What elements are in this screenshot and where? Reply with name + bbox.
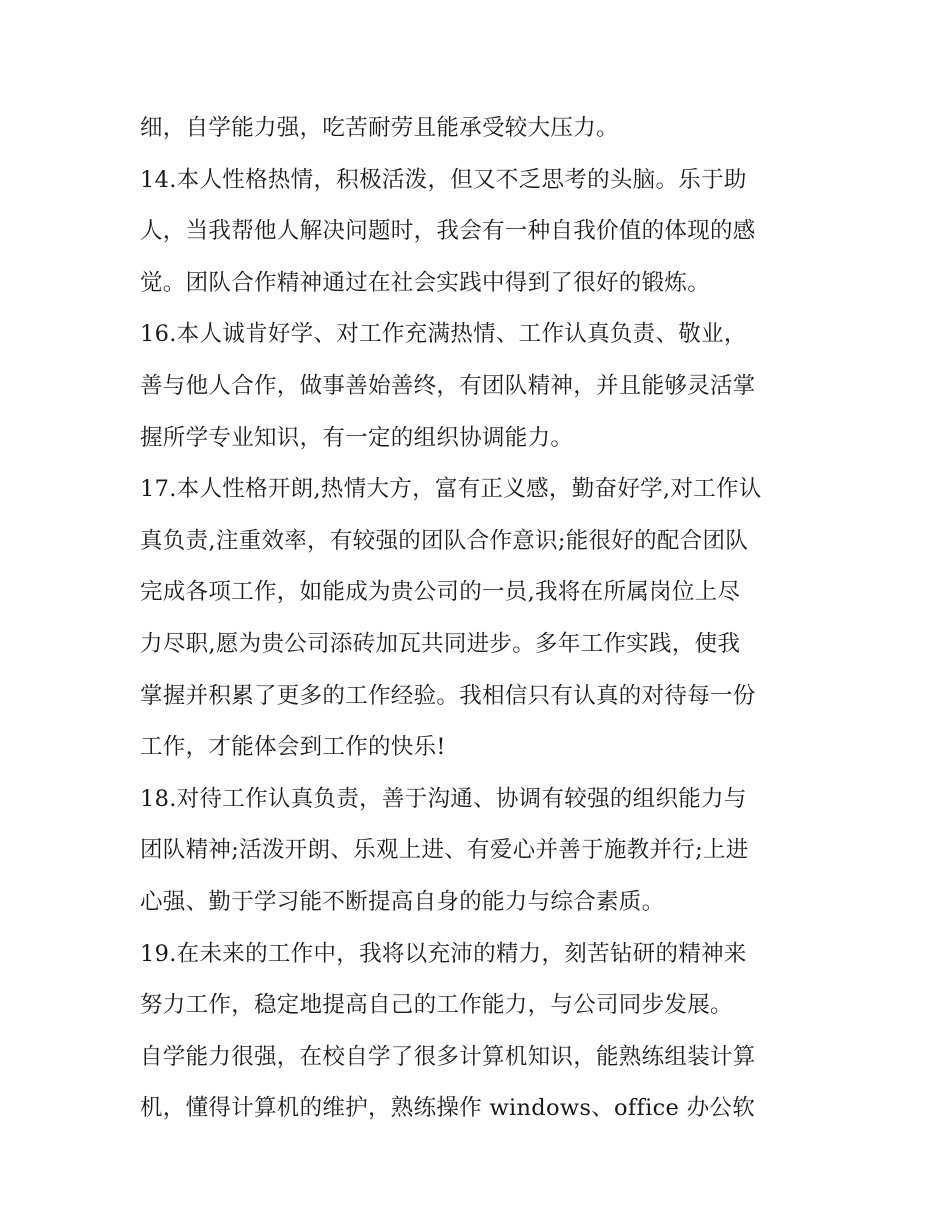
text-line: 自学能力很强，在校自学了很多计算机知识，能熟练组装计算 — [140, 1043, 756, 1070]
text-line: 努力工作，稳定地提高自己的工作能力，与公司同步发展。 — [140, 992, 733, 1019]
text-line: 心强、勤于学习能不断提高自身的能力与综合素质。 — [140, 888, 665, 915]
text-line: 17.本人性格开朗,热情大方，富有正义感，勤奋好学,对工作认 — [140, 476, 762, 503]
text-line: 握所学专业知识，有一定的组织协调能力。 — [140, 424, 574, 451]
text-line: 力尽职,愿为贵公司添砖加瓦共同进步。多年工作实践，使我 — [140, 630, 741, 657]
text-line: 真负责,注重效率，有较强的团队合作意识;能很好的配合团队 — [140, 527, 749, 554]
text-line: 觉。团队合作精神通过在社会实践中得到了很好的锻炼。 — [140, 269, 711, 296]
text-line: 掌握并积累了更多的工作经验。我相信只有认真的对待每一份 — [140, 682, 756, 709]
text-line: 完成各项工作，如能成为贵公司的一员,我将在所属岗位上尽 — [140, 579, 741, 606]
text-line: 14.本人性格热情，积极活泼，但又不乏思考的头脑。乐于助 — [140, 166, 747, 193]
text-line: 18.对待工作认真负责，善于沟通、协调有较强的组织能力与 — [140, 785, 747, 812]
text-line: 19.在未来的工作中，我将以充沛的精力，刻苦钻研的精神来 — [140, 940, 747, 967]
text-line: 16.本人诚肯好学、对工作充满热情、工作认真负责、敬业， — [140, 321, 747, 348]
text-line: 团队精神;活泼开朗、乐观上进、有爱心并善于施教并行;上进 — [140, 837, 749, 864]
document-body — [140, 107, 830, 1139]
text-line: 细，自学能力强，吃苦耐劳且能承受较大压力。 — [140, 115, 619, 141]
text-line: 人，当我帮他人解决问题时，我会有一种自我价值的体现的感 — [140, 218, 756, 245]
text-line: 机，懂得计算机的维护，熟练操作 windows、office 办公软 — [140, 1095, 756, 1122]
text-line: 善与他人合作，做事善始善终，有团队精神，并且能够灵活掌 — [140, 372, 756, 399]
text-line: 工作，才能体会到工作的快乐! — [140, 734, 446, 761]
